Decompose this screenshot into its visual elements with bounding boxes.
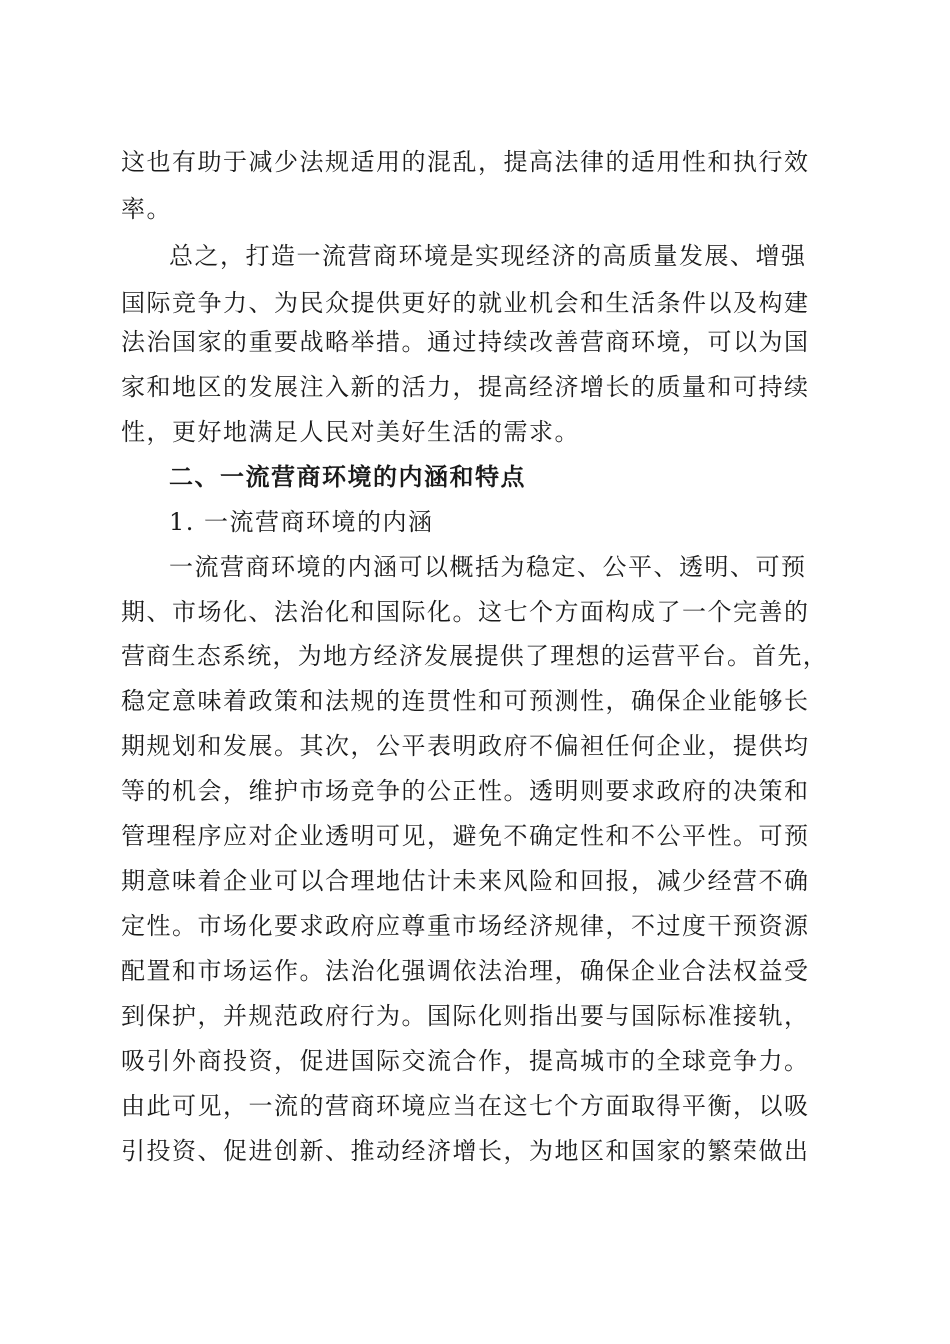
paragraph-line: 国际竞争力、为民众提供更好的就业机会和生活条件以及构建 bbox=[121, 289, 810, 317]
paragraph-line: 总之，打造一流营商环境是实现经济的高质量发展、增强 bbox=[169, 242, 807, 270]
paragraph-line: 定性。市场化要求政府应尊重市场经济规律，不过度干预资源 bbox=[121, 912, 810, 940]
paragraph-line: 营商生态系统，为地方经济发展提供了理想的运营平台。首先， bbox=[121, 642, 828, 670]
paragraph-line: 吸引外商投资，促进国际交流合作，提高城市的全球竞争力。 bbox=[121, 1047, 810, 1075]
paragraph-line: 引投资、促进创新、推动经济增长，为地区和国家的繁荣做出 bbox=[121, 1137, 810, 1165]
paragraph-line: 期意味着企业可以合理地估计未来风险和回报，减少经营不确 bbox=[121, 867, 810, 895]
paragraph-line: 稳定意味着政策和法规的连贯性和可预测性，确保企业能够长 bbox=[121, 687, 810, 715]
paragraph-line: 一流营商环境的内涵可以概括为稳定、公平、透明、可预 bbox=[169, 553, 807, 581]
paragraph-line: 家和地区的发展注入新的活力，提高经济增长的质量和可持续 bbox=[121, 373, 810, 401]
paragraph-line: 配置和市场运作。法治化强调依法治理，确保企业合法权益受 bbox=[121, 957, 810, 985]
paragraph-line: 期、市场化、法治化和国际化。这七个方面构成了一个完善的 bbox=[121, 598, 810, 626]
paragraph-line: 等的机会，维护市场竞争的公正性。透明则要求政府的决策和 bbox=[121, 777, 810, 805]
paragraph-line: 期规划和发展。其次，公平表明政府不偏袒任何企业，提供均 bbox=[121, 732, 810, 760]
paragraph-line: 到保护，并规范政府行为。国际化则指出要与国际标准接轨， bbox=[121, 1002, 810, 1030]
section-heading: 二、一流营商环境的内涵和特点 bbox=[169, 463, 526, 491]
subsection-heading: 1. 一流营商环境的内涵 bbox=[169, 508, 434, 536]
paragraph-line: 管理程序应对企业透明可见，避免不确定性和不公平性。可预 bbox=[121, 822, 810, 850]
paragraph-line: 性，更好地满足人民对美好生活的需求。 bbox=[121, 418, 580, 446]
paragraph-line: 率。 bbox=[121, 195, 172, 223]
paragraph-line: 法治国家的重要战略举措。通过持续改善营商环境，可以为国 bbox=[121, 328, 810, 356]
paragraph-line: 由此可见，一流的营商环境应当在这七个方面取得平衡，以吸 bbox=[121, 1092, 810, 1120]
paragraph-line: 这也有助于减少法规适用的混乱，提高法律的适用性和执行效 bbox=[121, 148, 810, 176]
